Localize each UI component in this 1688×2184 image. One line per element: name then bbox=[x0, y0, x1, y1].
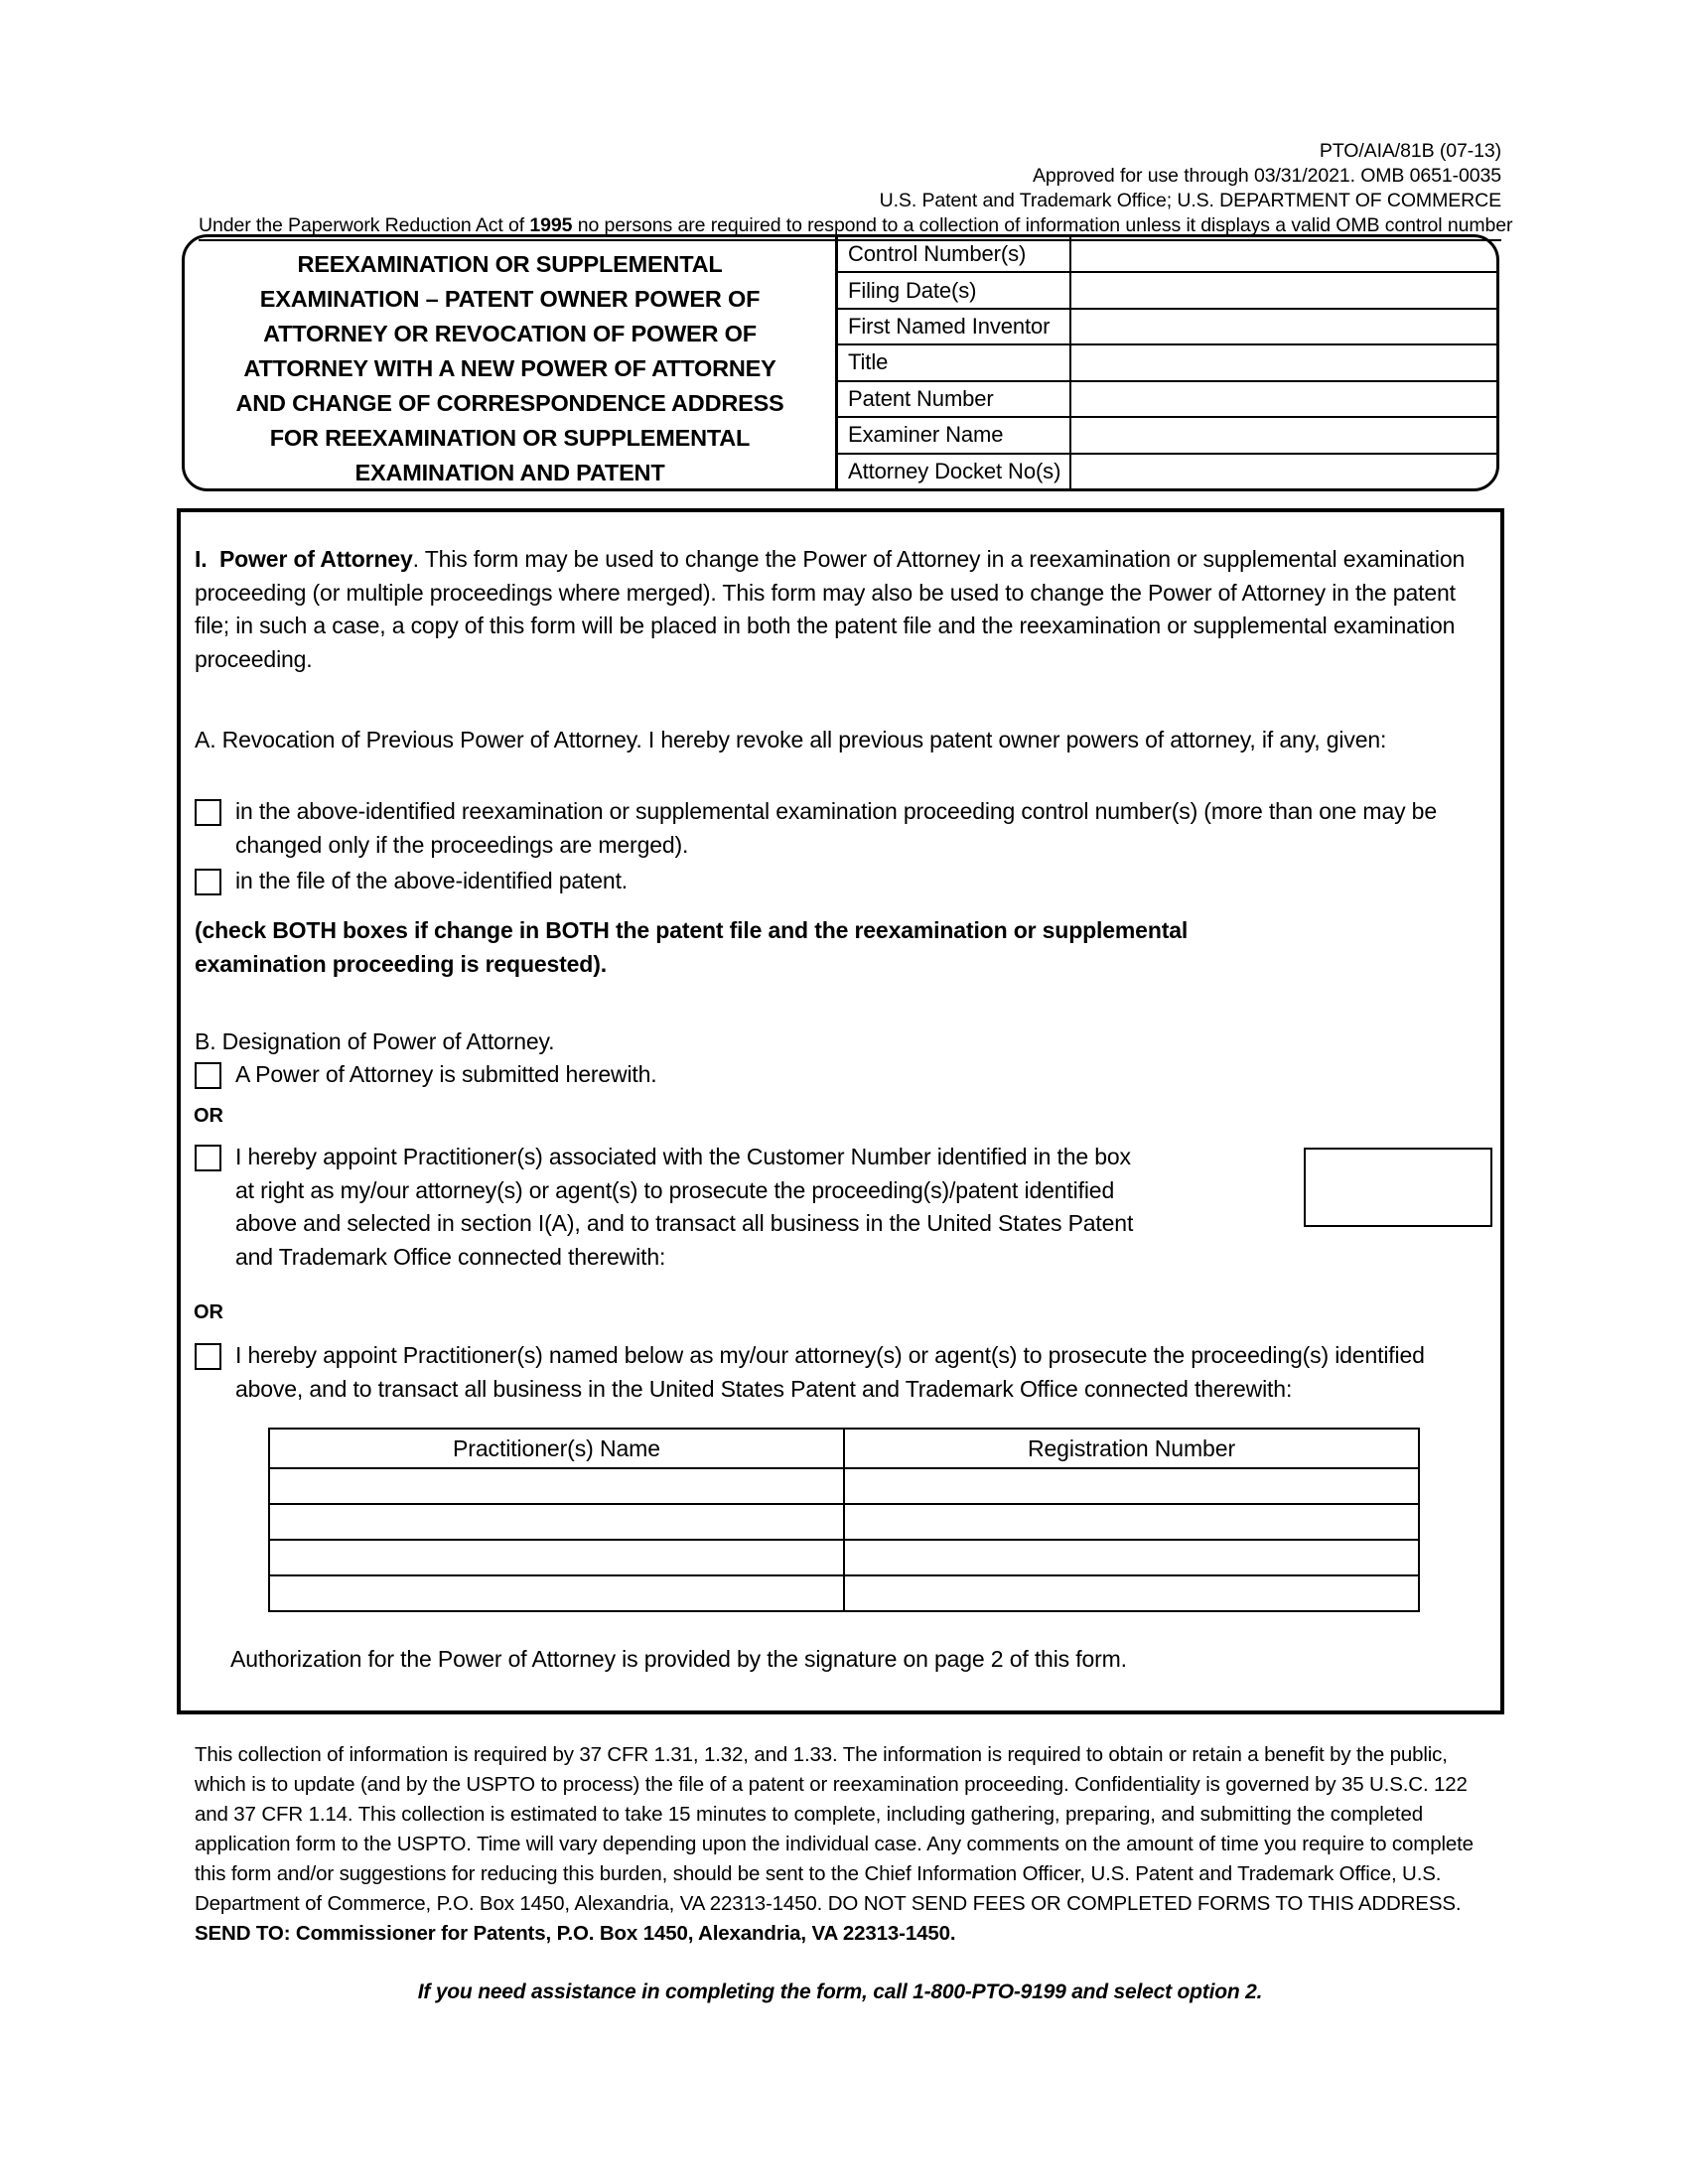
field-label: Title bbox=[838, 345, 1071, 379]
field-row-title bbox=[838, 345, 1496, 381]
form-header-box bbox=[182, 234, 1499, 491]
first-named-inventor-input[interactable] bbox=[1071, 310, 1496, 343]
registration-number-cell[interactable] bbox=[844, 1468, 1419, 1504]
registration-number-cell[interactable] bbox=[844, 1504, 1419, 1540]
field-row-control-number bbox=[838, 237, 1496, 273]
or-label-1: OR bbox=[194, 1105, 223, 1127]
header-field-table bbox=[838, 237, 1496, 488]
checkbox-appoint-practitioners-named-below[interactable] bbox=[195, 1343, 221, 1370]
table-row bbox=[269, 1468, 1419, 1504]
part-b-label: B. Designation of Power of Attorney. bbox=[195, 1028, 555, 1054]
field-row-patent-number bbox=[838, 382, 1496, 418]
table-header-row bbox=[269, 1429, 1419, 1468]
field-label: Attorney Docket No(s) bbox=[838, 455, 1071, 488]
title-line: ATTORNEY OR REVOCATION OF POWER OF bbox=[263, 321, 757, 346]
registration-number-cell[interactable] bbox=[844, 1575, 1419, 1611]
part-b-checkbox-1-row[interactable] bbox=[195, 1058, 1476, 1092]
table-row bbox=[269, 1504, 1419, 1540]
checkbox-poa-submitted-herewith[interactable] bbox=[195, 1062, 221, 1089]
section-i-intro-text: . This form may be used to change the Power of Attorney in a reexamination or supplemental examination proceeding (or multiple proceedings where merged). This form may also be used to change the Power of Attorney in the patent file; in such a case, a copy of this form will be placed in both the patent file and the reexamination or supplemental examination proceeding. bbox=[195, 546, 1466, 672]
part-a-checkbox-1-label: in the above-identified reexamination or supplemental examination proceeding control number(s) (more than one may be changed only if the proceedings are merged). bbox=[235, 798, 1437, 858]
part-b-checkbox-2-label: I hereby appoint Practitioner(s) associated with the Customer Number identified in the box at right as my/our attorney(s) or agent(s) to prosecute the proceeding(s)/patent identified above and selected in section I(A), and to transact all business in the United States Patent and Trademark Office connected therewith: bbox=[235, 1144, 1134, 1270]
field-label: Filing Date(s) bbox=[838, 273, 1071, 307]
part-a-checkbox-1-row[interactable] bbox=[195, 795, 1476, 862]
form-title bbox=[185, 237, 838, 488]
registration-number-cell[interactable] bbox=[844, 1540, 1419, 1575]
section-i-number: I. bbox=[195, 546, 208, 572]
field-label: First Named Inventor bbox=[838, 310, 1071, 343]
title-input[interactable] bbox=[1071, 345, 1496, 379]
burden-statement-text: This collection of information is required by 37 CFR 1.31, 1.32, and 1.33. The information is required to obtain or retain a benefit by the public, which is to update (and by the USPTO to process) the file of a patent or reexamination proceeding. Confidentiality is governed by 35 U.S.C. 122 and 37 CFR 1.14. This collection is estimated to take 15 minutes to complete, including gathering, preparing, and submitting the completed application form to the USPTO. Time will vary depending upon the individual case. Any comments on the amount of time you require to complete this form and/or suggestions for reducing this burden, should be sent to the Chief Information Officer, U.S. Patent and Trademark Office, U.S. Department of Commerce, P.O. Box 1450, Alexandria, VA 22313-1450. DO NOT SEND FEES OR COMPLETED FORMS TO THIS ADDRESS. bbox=[195, 1743, 1474, 1915]
title-line: ATTORNEY WITH A NEW POWER OF ATTORNEY bbox=[243, 355, 776, 381]
filing-date-input[interactable] bbox=[1071, 273, 1496, 307]
title-line: AND CHANGE OF CORRESPONDENCE ADDRESS bbox=[235, 390, 784, 416]
part-a-label: A. Revocation of Previous Power of Attorney. I hereby revoke all previous patent owner powers of attorney, if any, given: bbox=[195, 727, 1387, 752]
title-line: EXAMINATION AND PATENT bbox=[354, 460, 665, 485]
checkbox-revoke-patent-file[interactable] bbox=[195, 869, 221, 895]
customer-number-input[interactable] bbox=[1304, 1148, 1492, 1227]
section-i-heading: Power of Attorney bbox=[218, 546, 413, 572]
checkbox-appoint-by-customer-number[interactable] bbox=[195, 1145, 221, 1171]
practitioner-table bbox=[268, 1428, 1420, 1612]
part-b-checkbox-2-row[interactable] bbox=[195, 1141, 1138, 1274]
authorization-note: Authorization for the Power of Attorney is provided by the signature on page 2 of this form. bbox=[230, 1646, 1127, 1672]
field-row-filing-date bbox=[838, 273, 1496, 309]
table-row bbox=[269, 1540, 1419, 1575]
form-body-box bbox=[177, 508, 1504, 1714]
form-number: PTO/AIA/81B (07-13) bbox=[1319, 140, 1501, 162]
table-row bbox=[269, 1575, 1419, 1611]
paperwork-post: no persons are required to respond to a collection of information unless it displays a valid OMB control number bbox=[572, 214, 1513, 236]
practitioner-name-cell[interactable] bbox=[269, 1575, 844, 1611]
approval-line: Approved for use through 03/31/2021. OMB 0651-0035 bbox=[1033, 165, 1501, 187]
burden-send-to: SEND TO: Commissioner for Patents, P.O. Box 1450, Alexandria, VA 22313-1450. bbox=[195, 1922, 956, 1945]
part-b-checkbox-1-label: A Power of Attorney is submitted herewith. bbox=[235, 1061, 657, 1087]
field-label: Examiner Name bbox=[838, 418, 1071, 452]
examiner-name-input[interactable] bbox=[1071, 418, 1496, 452]
field-row-attorney-docket-no bbox=[838, 455, 1496, 488]
title-line: FOR REEXAMINATION OR SUPPLEMENTAL bbox=[269, 425, 751, 451]
part-b-checkbox-3-label: I hereby appoint Practitioner(s) named below as my/our attorney(s) or agent(s) to prosecute the proceeding(s) identified above, and to transact all business in the United States Patent and Trademark Office connected therewith: bbox=[235, 1342, 1425, 1402]
part-a-both-boxes-note: (check BOTH boxes if change in BOTH the patent file and the reexamination or supplemental examination proceeding is requested). bbox=[195, 917, 1189, 977]
attorney-docket-no-input[interactable] bbox=[1071, 455, 1496, 488]
practitioner-name-cell[interactable] bbox=[269, 1504, 844, 1540]
field-row-first-named-inventor bbox=[838, 310, 1496, 345]
part-a-checkbox-2-label: in the file of the above-identified patent. bbox=[235, 868, 629, 893]
paperwork-pre: Under the Paperwork Reduction Act of bbox=[199, 214, 530, 236]
checkbox-revoke-reexam-proceeding[interactable] bbox=[195, 799, 221, 826]
title-line: REEXAMINATION OR SUPPLEMENTAL bbox=[297, 251, 723, 277]
paperwork-year: 1995 bbox=[529, 214, 573, 236]
practitioner-name-cell[interactable] bbox=[269, 1540, 844, 1575]
practitioner-name-cell[interactable] bbox=[269, 1468, 844, 1504]
office-line: U.S. Patent and Trademark Office; U.S. DEPARTMENT OF COMMERCE bbox=[879, 190, 1501, 211]
patent-number-input[interactable] bbox=[1071, 382, 1496, 416]
burden-statement bbox=[195, 1740, 1485, 1949]
column-header-practitioner-name: Practitioner(s) Name bbox=[269, 1429, 844, 1468]
assistance-line: If you need assistance in completing the form, call 1-800-PTO-9199 and select option 2. bbox=[417, 1980, 1263, 2003]
field-row-examiner-name bbox=[838, 418, 1496, 454]
field-label: Control Number(s) bbox=[838, 237, 1071, 271]
part-a-checkbox-2-row[interactable] bbox=[195, 865, 1476, 898]
field-label: Patent Number bbox=[838, 382, 1071, 416]
or-label-2: OR bbox=[194, 1301, 223, 1323]
title-line: EXAMINATION – PATENT OWNER POWER OF bbox=[259, 286, 761, 312]
section-i-intro bbox=[195, 543, 1476, 676]
agency-meta-block bbox=[199, 139, 1513, 241]
part-b-checkbox-3-row[interactable] bbox=[195, 1339, 1476, 1406]
control-number-input[interactable] bbox=[1071, 237, 1496, 271]
column-header-registration-number: Registration Number bbox=[844, 1429, 1419, 1468]
